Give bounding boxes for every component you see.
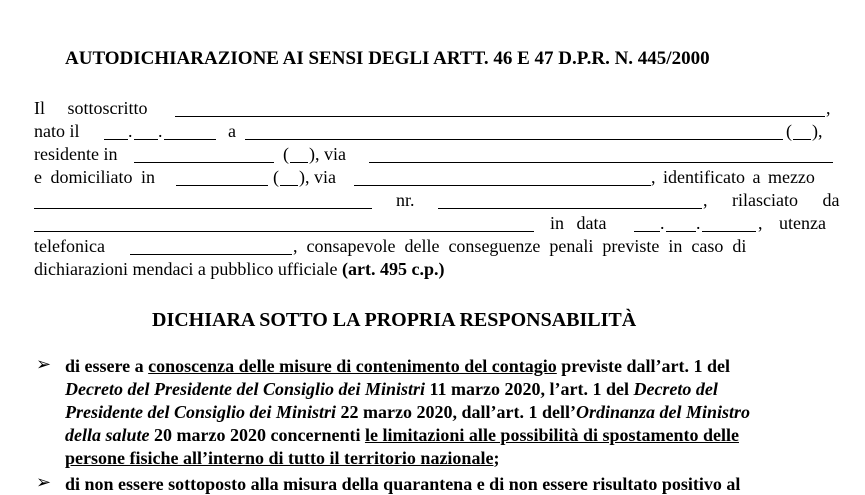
text-italic: Presidente del Consiglio dei Ministri bbox=[65, 402, 337, 422]
field-rilascio-mese[interactable] bbox=[666, 231, 696, 232]
text-underlined: persone fisiche all’interno di tutto il territorio nazionale bbox=[65, 448, 494, 468]
text-underlined: conoscenza delle misure di contenimento del contagio bbox=[148, 356, 557, 376]
field-rilascio-anno[interactable] bbox=[702, 231, 756, 232]
field-via-domicilio[interactable] bbox=[354, 185, 651, 186]
label-consapevole: , consapevole delle conseguenze penali previste in caso di bbox=[293, 236, 747, 256]
field-telefono[interactable] bbox=[130, 254, 292, 255]
label-nato-il: nato il bbox=[34, 121, 80, 141]
dot: . bbox=[128, 121, 133, 141]
paren-open: ( bbox=[273, 167, 279, 187]
text-underlined: le limitazioni alle possibilità di spostamento delle bbox=[364, 425, 739, 445]
field-nascita-giorno[interactable] bbox=[104, 139, 128, 140]
field-provincia-residenza[interactable] bbox=[290, 162, 308, 163]
bullet-arrow-icon: ➢ bbox=[36, 354, 52, 374]
paren-close: ), bbox=[812, 121, 823, 141]
bullet-2-line-1: di non essere sottoposto alla misura della quarantena e di non essere risultato positivo al bbox=[65, 474, 741, 494]
text-italic: Ordinanza del Ministro bbox=[576, 402, 751, 422]
label-sottoscritto: Il sottoscritto bbox=[34, 98, 148, 118]
text: previste dall’art. 1 del bbox=[556, 356, 730, 376]
label-identificato: , identificato a mezzo bbox=[651, 167, 815, 187]
text: ; bbox=[493, 448, 500, 468]
paren-close-via: ), via bbox=[309, 144, 346, 164]
document-title: AUTODICHIARAZIONE AI SENSI DEGLI ARTT. 46 E 47 D.P.R. N. 445/2000 bbox=[65, 48, 710, 69]
label-nr: nr. bbox=[396, 190, 415, 210]
field-luogo-nascita[interactable] bbox=[245, 139, 783, 140]
field-provincia-nascita[interactable] bbox=[793, 139, 811, 140]
field-documento[interactable] bbox=[34, 208, 372, 209]
bullet-1-line-5 bbox=[65, 447, 499, 469]
label-a: a bbox=[228, 121, 236, 141]
text-italic: della salute bbox=[65, 425, 150, 445]
dot: . bbox=[660, 213, 665, 233]
dichiarazioni-label: dichiarazioni mendaci a pubblico ufficiale bbox=[34, 259, 338, 279]
dichiarazioni-text bbox=[34, 258, 445, 280]
field-via-residenza[interactable] bbox=[369, 162, 833, 163]
label-residente-in: residente in bbox=[34, 144, 118, 164]
field-rilascio-giorno[interactable] bbox=[634, 231, 660, 232]
bullet-1-line-2 bbox=[65, 378, 718, 400]
bullet-1-line-4 bbox=[65, 424, 739, 446]
field-nascita-mese[interactable] bbox=[134, 139, 158, 140]
paren-open: ( bbox=[283, 144, 289, 164]
section-title: DICHIARA SOTTO LA PROPRIA RESPONSABILITÀ bbox=[152, 309, 637, 331]
bullet-1-line-3 bbox=[65, 401, 750, 423]
text-italic: Decreto del bbox=[633, 379, 718, 399]
field-numero-documento[interactable] bbox=[438, 208, 702, 209]
label-telefonica: telefonica bbox=[34, 236, 105, 256]
comma: , bbox=[826, 98, 831, 118]
text: 11 marzo 2020, l’art. 1 del bbox=[424, 379, 634, 399]
text-italic: Decreto del Presidente del Consiglio dei Ministri bbox=[65, 379, 425, 399]
text: 20 marzo 2020 concernenti bbox=[149, 425, 365, 445]
field-provincia-domicilio[interactable] bbox=[280, 185, 298, 186]
dot: . bbox=[158, 121, 163, 141]
label-in-data: in data bbox=[550, 213, 607, 233]
art-495-ref: (art. 495 c.p.) bbox=[342, 259, 445, 279]
bullet-arrow-icon: ➢ bbox=[36, 472, 52, 492]
bullet-1-line-1 bbox=[65, 355, 730, 377]
dot: . bbox=[696, 213, 701, 233]
label-utenza: , utenza bbox=[758, 213, 826, 233]
text: di essere a bbox=[65, 356, 149, 376]
field-rilasciato-da[interactable] bbox=[34, 231, 534, 232]
field-comune-domicilio[interactable] bbox=[176, 185, 268, 186]
field-nascita-anno[interactable] bbox=[164, 139, 216, 140]
text: 22 marzo 2020, dall’art. 1 dell’ bbox=[336, 402, 576, 422]
label-rilasciato: , rilasciato da bbox=[703, 190, 840, 210]
field-comune-residenza[interactable] bbox=[134, 162, 274, 163]
paren-open: ( bbox=[786, 121, 792, 141]
paren-close-via: ), via bbox=[299, 167, 336, 187]
field-nome[interactable] bbox=[175, 116, 825, 117]
label-domiciliato-in: e domiciliato in bbox=[34, 167, 155, 187]
